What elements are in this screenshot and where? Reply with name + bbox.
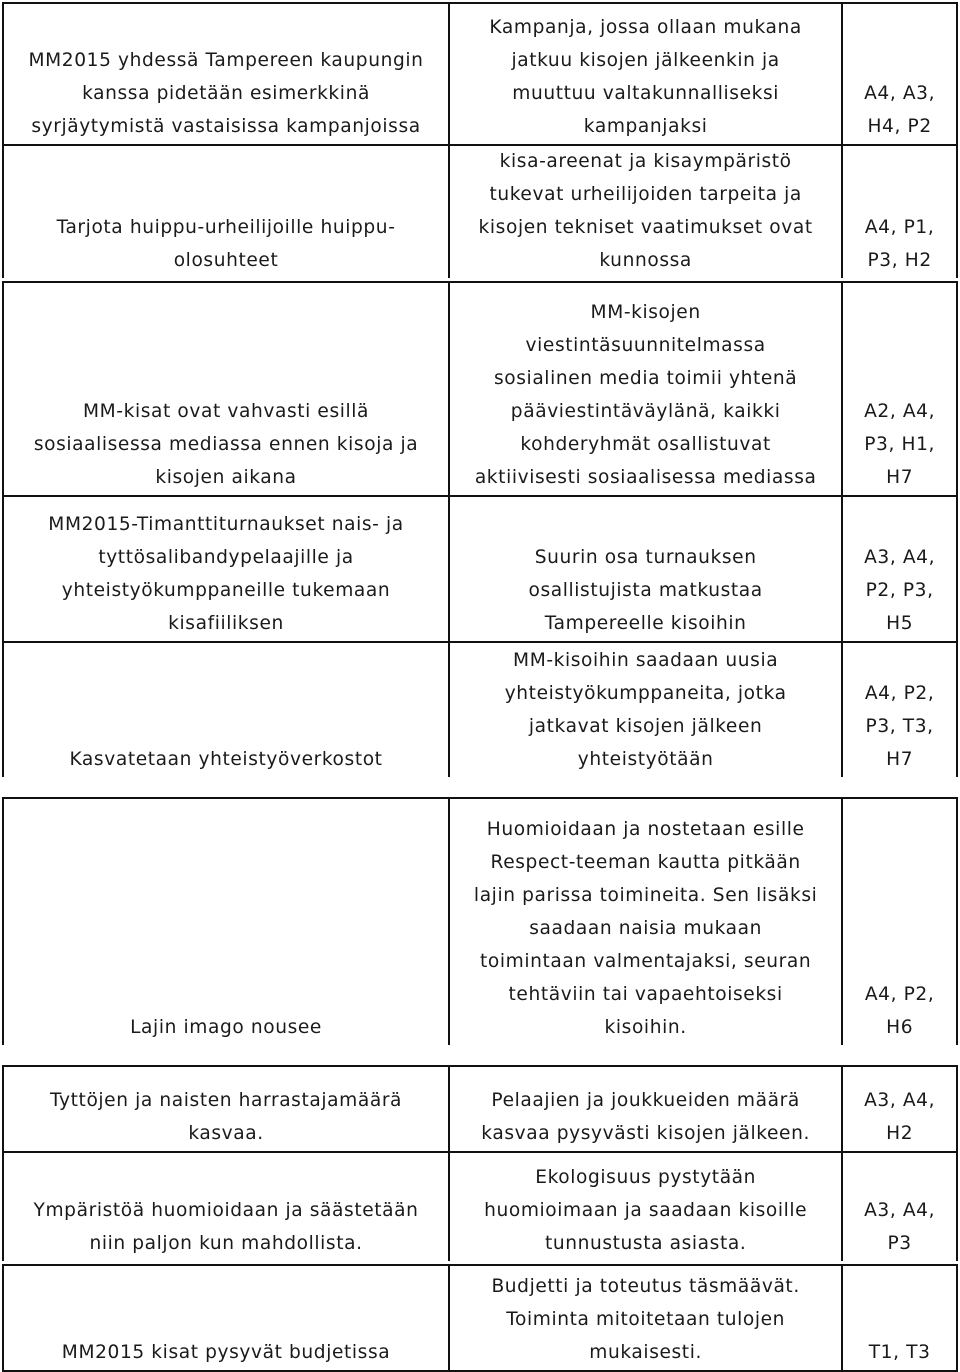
codes-cell: T1, T3	[843, 1266, 958, 1370]
goals-table	[2, 2, 958, 1372]
measure-cell: MM-kisoihin saadaan uusia yhteistyökumppaneita, jotka jatkavat kisojen jälkeen yhteistyötään	[450, 643, 843, 777]
measure-cell: Pelaajien ja joukkueiden määrä kasvaa pysyvästi kisojen jälkeen.	[450, 1067, 843, 1151]
table-row	[2, 1264, 958, 1372]
goal-cell: MM2015 yhdessä Tampereen kaupungin kanssa pidetään esimerkkinä syrjäytymistä vastaisissa kampanjoissa	[4, 4, 450, 144]
codes-cell: A4, P1, P3, H2	[843, 146, 958, 278]
measure-cell: Budjetti ja toteutus täsmäävät. Toiminta mitoitetaan tulojen mukaisesti.	[450, 1266, 843, 1370]
goal-cell: Lajin imago nousee	[4, 799, 450, 1045]
codes-cell: A4, P2, H6	[843, 799, 958, 1045]
codes-cell: A3, A4, P2, P3, H5	[843, 497, 958, 641]
codes-cell: A4, A3, H4, P2	[843, 4, 958, 144]
table-row	[2, 641, 958, 777]
goal-cell: Ympäristöä huomioidaan ja säästetään niin paljon kun mahdollista.	[4, 1153, 450, 1261]
measure-cell: MM-kisojen viestintäsuunnitelmassa sosialinen media toimii yhtenä pääviestintäväylänä, kaikki kohderyhmät osallistuvat aktiivisesti sosiaalisessa mediassa	[450, 283, 843, 495]
table-row	[2, 797, 958, 1045]
goal-cell: Tarjota huippu-urheilijoille huippu- olosuhteet	[4, 146, 450, 278]
goal-cell: MM2015 kisat pysyvät budjetissa	[4, 1266, 450, 1370]
codes-cell: A4, P2, P3, T3, H7	[843, 643, 958, 777]
measure-cell: kisa-areenat ja kisaympäristö tukevat urheilijoiden tarpeita ja kisojen tekniset vaatimukset ovat kunnossa	[450, 146, 843, 278]
table-row	[2, 1065, 958, 1151]
codes-cell: A3, A4, H2	[843, 1067, 958, 1151]
codes-cell: A2, A4, P3, H1, H7	[843, 283, 958, 495]
measure-cell: Ekologisuus pystytään huomioimaan ja saadaan kisoille tunnustusta asiasta.	[450, 1153, 843, 1261]
goal-cell: MM-kisat ovat vahvasti esillä sosiaalisessa mediassa ennen kisoja ja kisojen aikana	[4, 283, 450, 495]
table-row	[2, 2, 958, 144]
goal-cell: Kasvatetaan yhteistyöverkostot	[4, 643, 450, 777]
table-row	[2, 1151, 958, 1261]
goal-cell: MM2015-Timanttiturnaukset nais- ja tyttösalibandypelaajille ja yhteistyökumppaneille tukemaan kisafiiliksen	[4, 497, 450, 641]
table-row	[2, 495, 958, 641]
measure-cell: Huomioidaan ja nostetaan esille Respect-teeman kautta pitkään lajin parissa toimineita. Sen lisäksi saadaan naisia mukaan toimintaan valmentajaksi, seuran tehtäviin tai vapaehtoiseksi kisoihin.	[450, 799, 843, 1045]
measure-cell: Suurin osa turnauksen osallistujista matkustaa Tampereelle kisoihin	[450, 497, 843, 641]
measure-cell: Kampanja, jossa ollaan mukana jatkuu kisojen jälkeenkin ja muuttuu valtakunnalliseksi kampanjaksi	[450, 4, 843, 144]
goal-cell: Tyttöjen ja naisten harrastajamäärä kasvaa.	[4, 1067, 450, 1151]
codes-cell: A3, A4, P3	[843, 1153, 958, 1261]
table-row	[2, 281, 958, 495]
table-row	[2, 144, 958, 278]
